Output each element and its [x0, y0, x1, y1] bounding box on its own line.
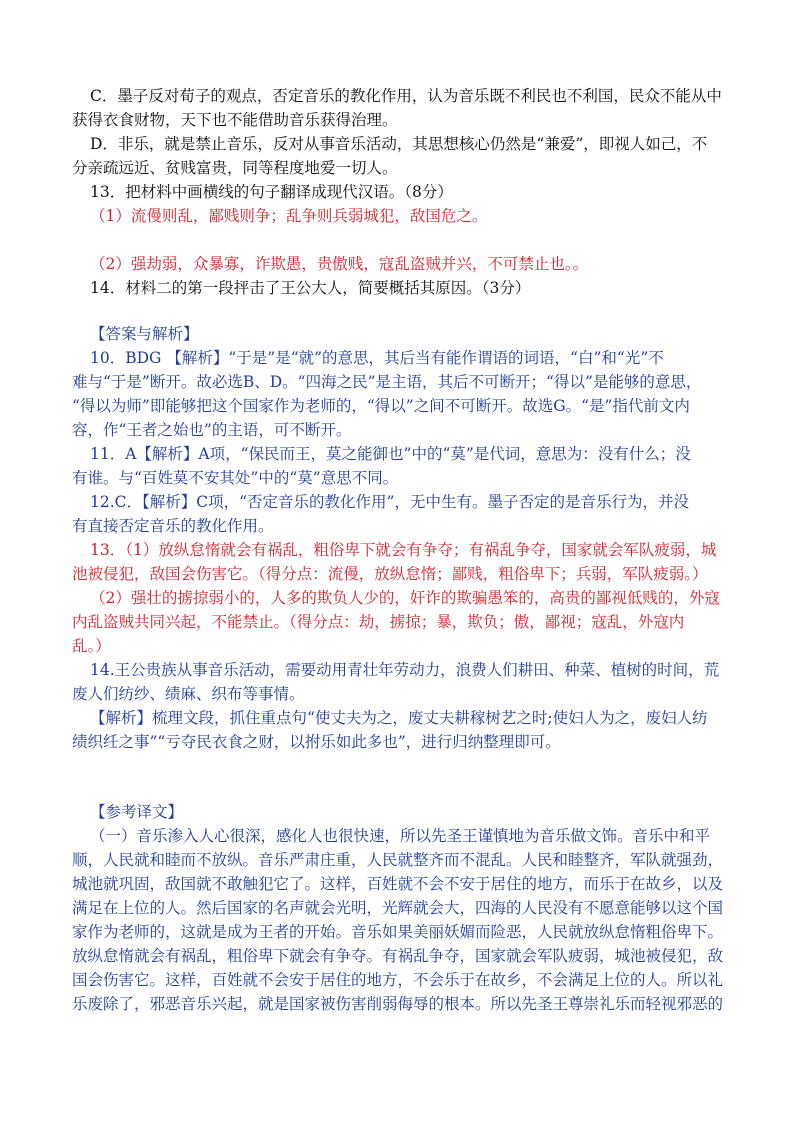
- translation-line-5: 家作为老师的，这就是成为王者的开始。音乐如果美丽妖媚而险恶，人民就放纵怠惰粗俗卑下。: [72, 923, 724, 941]
- answer-10-line-4: 容，作“王者之始也”的主语，可不断开。: [72, 421, 352, 439]
- answers-heading: 【答案与解析】: [90, 325, 199, 343]
- option-d-line-1: D．非乐，就是禁止音乐，反对从事音乐活动，其思想核心仍然是“兼爱”，即视人如己，不: [90, 135, 708, 153]
- answer-10-line-2: 难与“于是”断开。故必选B、D。“四海之民”是主语，其后不可断开；“得以”是能够的意思，: [72, 373, 702, 391]
- answer-14-analysis-line-1: 【解析】梳理文段，抓住重点句“使丈夫为之，废丈夫耕稼树艺之时;使妇人为之，废妇人纺: [90, 709, 708, 727]
- translation-line-7: 国会伤害它。这样，百姓就不会安于居住的地方，不会乐于在故乡，不会满足上位的人。所以礼: [72, 971, 724, 989]
- translation-line-2: 顺，人民就和睦而不放纵。音乐严肃庄重，人民就整齐而不混乱。人民和睦整齐，军队就强劲，: [72, 851, 724, 869]
- answer-12-line-2: 有直接否定音乐的教化作用。: [72, 517, 274, 535]
- question-13-item-1: （1）流僈则乱，鄙贱则争；乱争则兵弱城犯，敌国危之。: [90, 207, 488, 225]
- question-14-prompt: 14．材料二的第一段抨击了王公大人，简要概括其原因。（3分）: [90, 279, 531, 297]
- option-c-line-1: C．墨子反对荀子的观点，否定音乐的教化作用，认为音乐既不利民也不利国，民众不能从中: [90, 87, 722, 105]
- question-13-prompt: 13．把材料中画横线的句子翻译成现代汉语。（8分）: [90, 183, 453, 201]
- translation-line-8: 乐废除了，邪恶音乐兴起，就是国家被伤害削弱侮辱的根本。所以先圣王尊崇礼乐而轻视邪恶的: [72, 995, 724, 1013]
- answer-10-line-3: “得以为师”即能够把这个国家作为老师的，“得以”之间不可断开。故选G。“是”指代前文内: [72, 397, 690, 415]
- answer-14-line-1: 14.王公贵族从事音乐活动，需要动用青壮年劳动力，浪费人们耕田、种菜、植树的时间，荒: [90, 661, 720, 679]
- answer-13-2-line-2: 内乱盗贼共同兴起，不能禁止。（得分点：劫，掳掠；暴，欺负；傲，鄙视；寇乱，外寇内: [72, 613, 685, 631]
- translation-line-3: 城池就巩固，敌国就不敢触犯它了。这样，百姓就不会不安于居住的地方，而乐于在故乡，以及: [72, 875, 724, 893]
- answer-13-2-line-3: 乱。）: [72, 637, 111, 655]
- answer-13-1-line-2: 池被侵犯，敌国会伤害它。（得分点：流僈，放纵怠惰；鄙贱，粗俗卑下；兵弱，军队疲弱。）: [72, 565, 708, 583]
- question-13-item-2: （2）强劫弱，众暴寡，诈欺愚，贵傲贱，寇乱盗贼并兴，不可禁止也。。: [90, 255, 589, 273]
- answer-12-line-1: 12.C．【解析】C项，“否定音乐的教化作用”，无中生有。墨子否定的是音乐行为，并没: [90, 493, 689, 511]
- answer-13-2-line-1: （2）强壮的掳掠弱小的，人多的欺负人少的，奸诈的欺骗愚笨的，高贵的鄙视低贱的，外寇: [90, 589, 720, 607]
- answer-14-analysis-line-2: 绩织纴之事”“亏夺民衣食之财，以拊乐如此多也”，进行归纳整理即可。: [72, 733, 561, 751]
- option-c-line-2: 获得衣食财物，天下也不能借助音乐获得治理。: [72, 111, 398, 129]
- answer-11-line-2: 有谁。与“百姓莫不安其处”中的“莫”意思不同。: [72, 469, 399, 487]
- option-d-line-2: 分亲疏远近、贫贱富贵，同等程度地爱一切人。: [72, 159, 398, 177]
- translation-heading: 【参考译文】: [90, 803, 184, 821]
- answer-13-1-line-1: 13．（1）放纵怠惰就会有祸乱，粗俗卑下就会有争夺；有祸乱争夺，国家就会军队疲弱，城: [90, 541, 717, 559]
- translation-line-1: （一）音乐渗入人心很深，感化人也很快速，所以先圣王谨慎地为音乐做文饰。音乐中和平: [90, 827, 711, 845]
- answer-10-line-1: 10．BDG 【解析】“于是”是“就”的意思，其后当有能作谓语的词语，“白”和“光”不: [90, 349, 664, 367]
- answer-11-line-1: 11．A【解析】A项，“保民而王，莫之能御也”中的“莫”是代词，意思为：没有什么；没: [90, 445, 691, 463]
- translation-line-6: 放纵怠惰就会有祸乱，粗俗卑下就会有争夺。有祸乱争夺，国家就会军队疲弱，城池被侵犯，敌: [72, 947, 724, 965]
- translation-line-4: 满足在上位的人。然后国家的名声就会光明，光辉就会大，四海的人民没有不愿意能够以这个国: [72, 899, 724, 917]
- answer-14-line-2: 废人们纺纱、绩麻、织布等事情。: [72, 685, 305, 703]
